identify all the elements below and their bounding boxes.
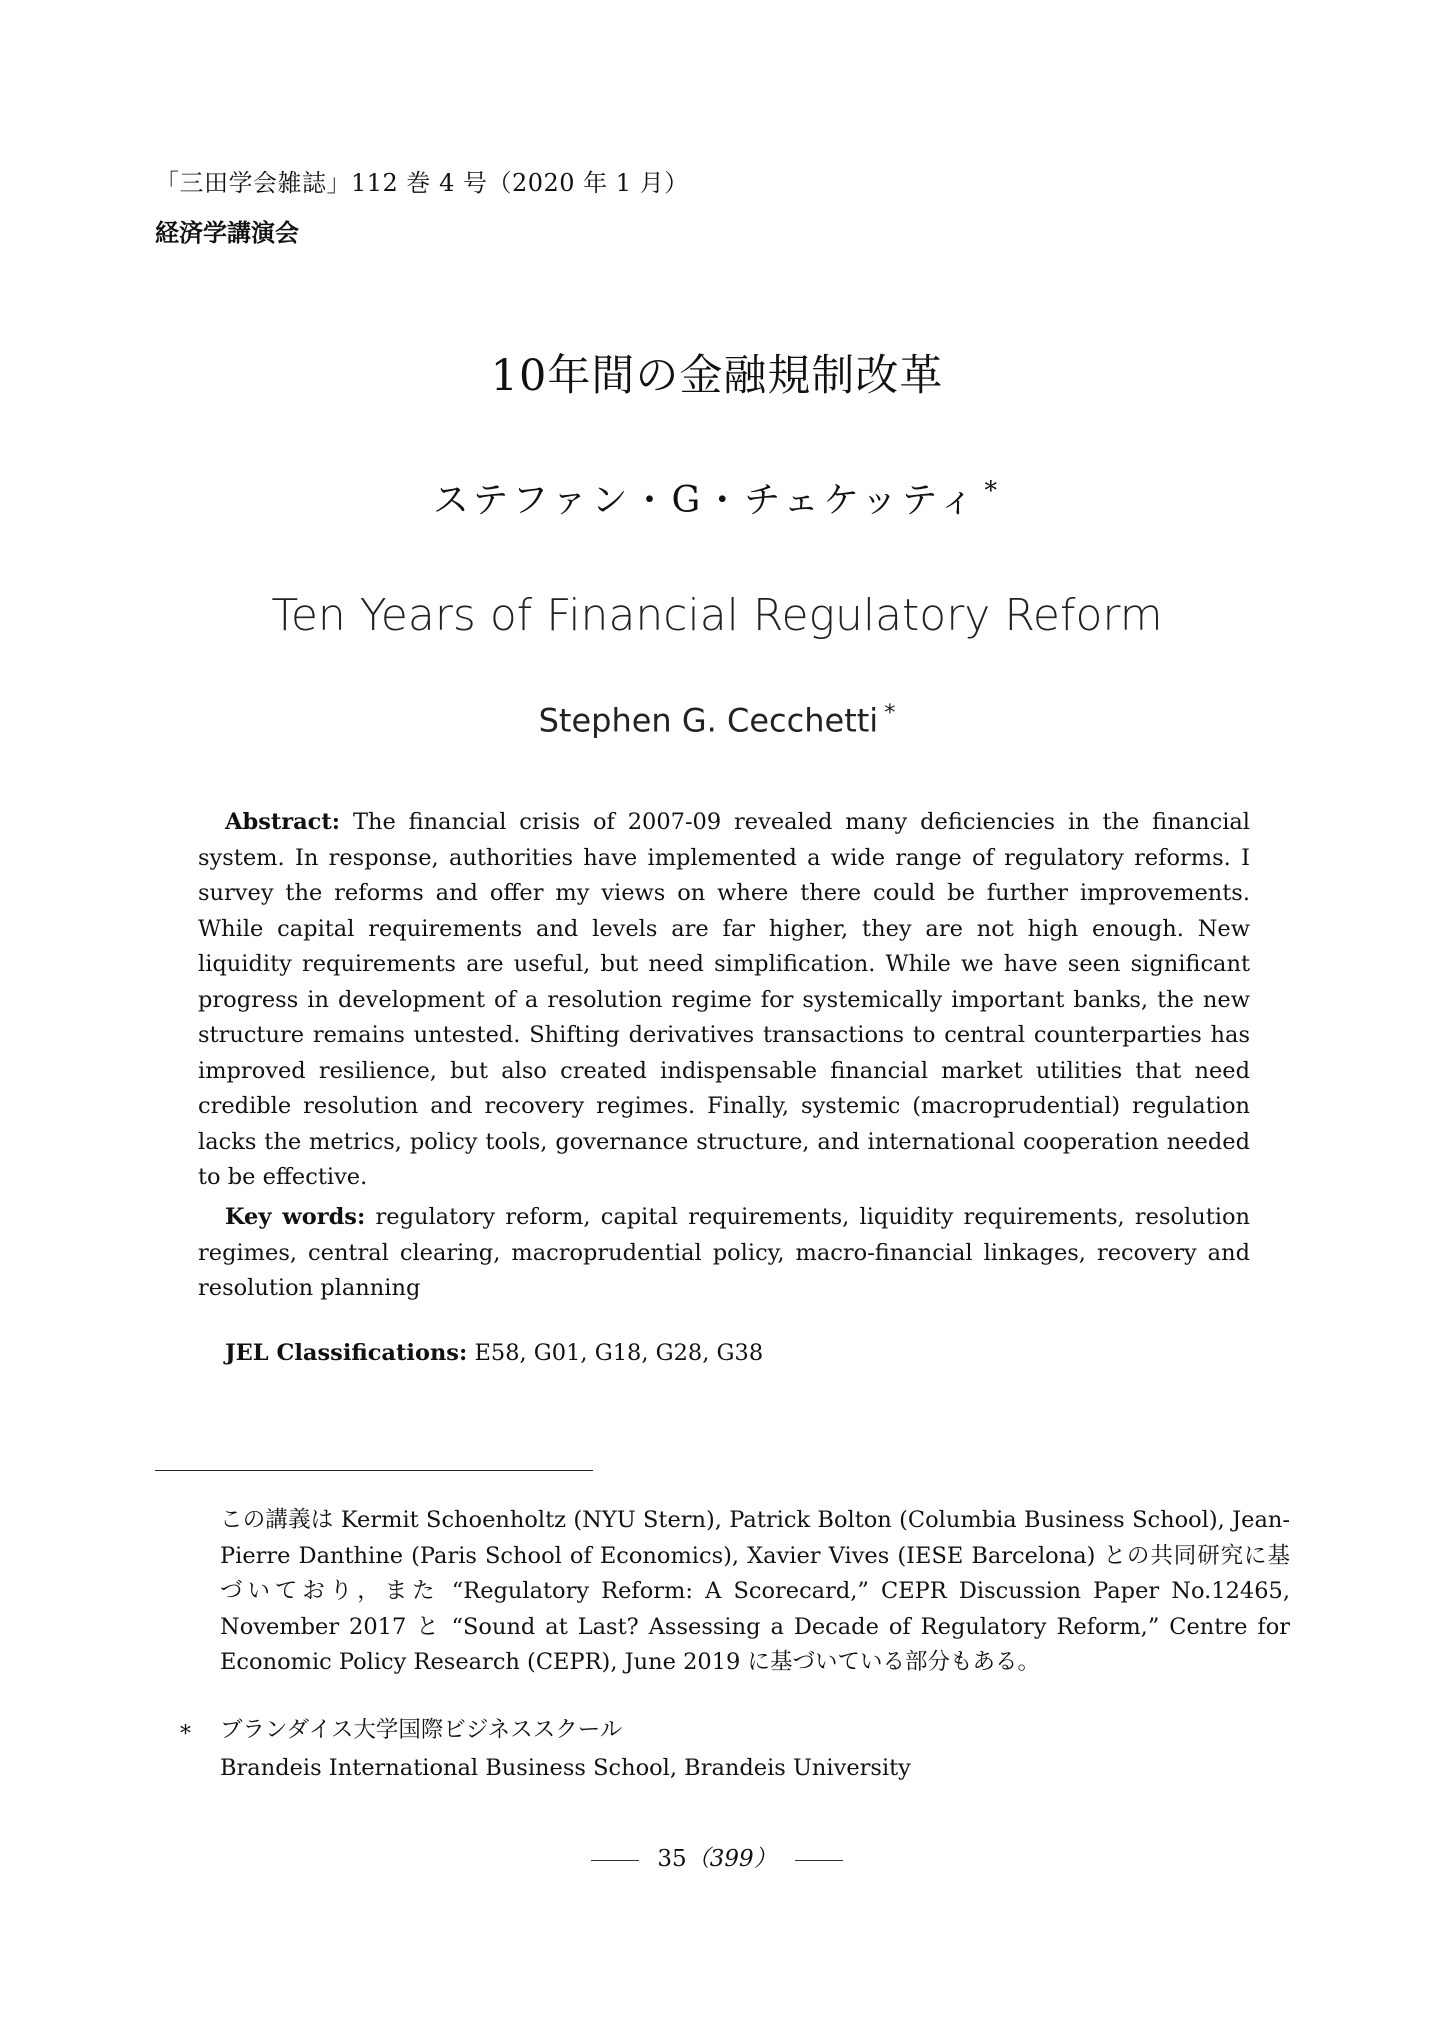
page-number-current: 35 xyxy=(657,1846,687,1872)
page-number xyxy=(0,1840,1434,1873)
footnote-divider xyxy=(155,1470,593,1471)
author-japanese: ステファン・G・チェケッティ xyxy=(432,480,979,521)
title-english: Ten Years of Financial Regulatory Reform xyxy=(271,590,1163,641)
affiliation-english: Brandeis International Business School, Brandeis University xyxy=(220,1755,911,1781)
abstract-label: Abstract: xyxy=(225,809,341,835)
page-number-original: （399） xyxy=(686,1846,777,1872)
keywords-label: Key words: xyxy=(225,1204,366,1230)
page-number-dash-left xyxy=(591,1860,639,1861)
author-japanese-line xyxy=(0,472,1434,523)
abstract-text: The financial crisis of 2007-09 revealed many deficiencies in the financial system. In response, authorities have implemented a wide range of regulatory reforms. I survey the reforms and offer my views on where there could be further improvements. While capital requirements and levels are far higher, they are not high enough. New liquidity requirements are useful, but need simplification. While we have seen significant progress in development of a resolution regime for systemically important banks, the new structure remains untested. Shifting derivatives transactions to central counterparties has improved resilience, but also created indispensable financial market utilities that need credible resolution and recovery regimes. Finally, systemic (macroprudential) regulation lacks the metrics, policy tools, governance structure, and international cooperation needed to be effective. xyxy=(198,809,1250,1190)
abstract xyxy=(198,805,1250,1196)
jel-label: JEL Classifications: xyxy=(225,1340,468,1366)
author-english-line xyxy=(0,700,1434,740)
author-english: Stephen G. Cecchetti xyxy=(538,701,879,740)
section-label: 経済学講演会 xyxy=(155,219,299,247)
affiliation-marker: * xyxy=(180,1722,191,1747)
author-footnote-marker: * xyxy=(984,476,1002,505)
author-english-footnote-marker: * xyxy=(884,700,896,726)
jel-codes: E58, G01, G18, G28, G38 xyxy=(474,1340,764,1366)
title-japanese: 10年間の金融規制改革 xyxy=(490,351,944,401)
affiliation-japanese: ブランダイス大学国際ビジネススクール xyxy=(220,1717,623,1743)
page-number-dash-right xyxy=(795,1860,843,1861)
journal-citation: 「三田学会雑誌」112 巻 4 号（2020 年 1 月） xyxy=(155,169,689,197)
acknowledgement-footnote: この講義は Kermit Schoenholtz (NYU Stern), Patrick Bolton (Columbia Business School), Jean-Pierre Danthine (Paris School of Economics), Xavier Vives (IESE Barcelona) との共同研究に基づいており，また “Regulatory Reform: A Scorecard,” CEPR Discussion Paper No.12465, November 2017 と “Sound at Last? Assessing a Decade of Regulatory Reform,” Centre for Economic Policy Research (CEPR), June 2019 に基づいている部分もある。 xyxy=(220,1507,1290,1675)
keywords-text: regulatory reform, capital requirements, liquidity requirements, resolution regimes, central clearing, macroprudential policy, macro-financial linkages, recovery and resolution planning xyxy=(198,1204,1251,1301)
jel-classifications xyxy=(225,1340,763,1366)
keywords xyxy=(198,1200,1250,1307)
